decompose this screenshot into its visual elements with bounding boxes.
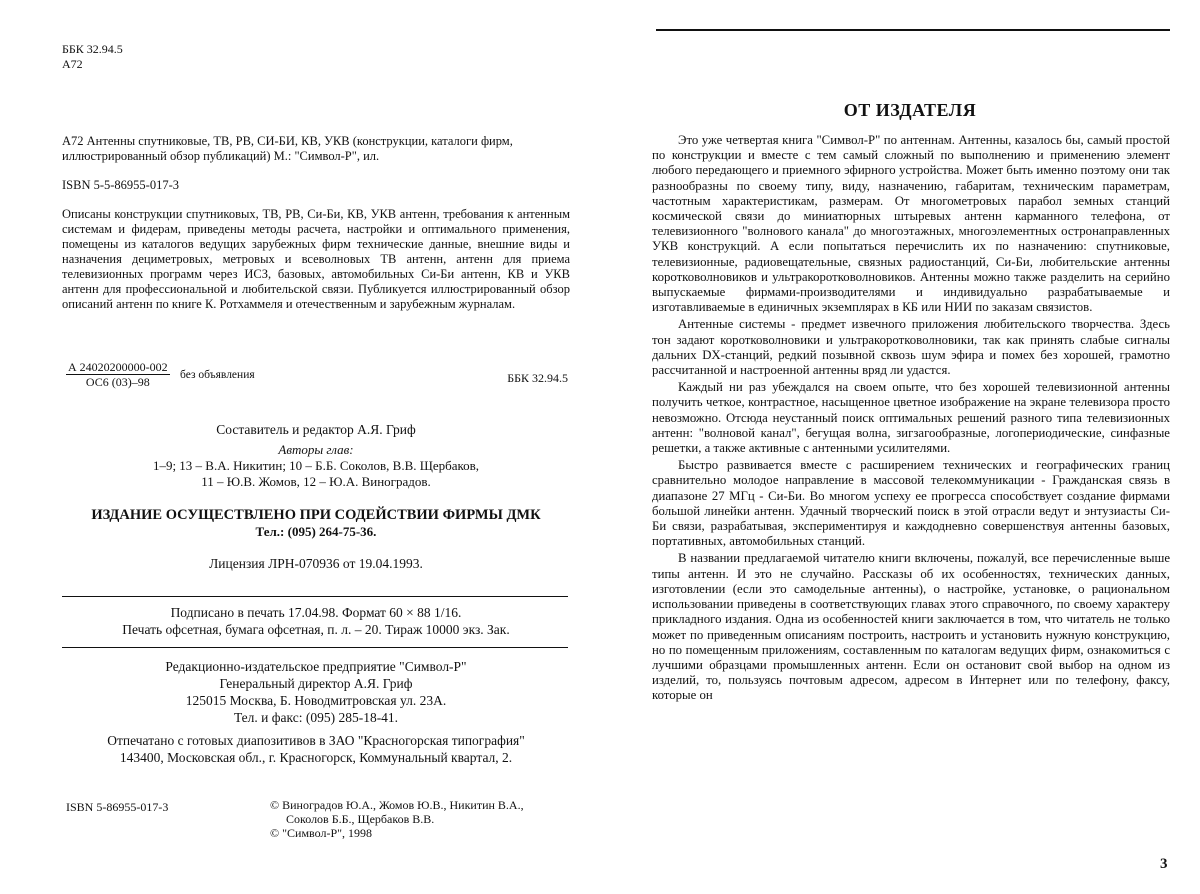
isbn-line: ISBN 5-5-86955-017-3 (62, 178, 180, 192)
page-title: ОТ ИЗДАТЕЛЯ (843, 100, 977, 120)
print-line-2: Печать офсетная, бумага офсетная, п. л. – 20. Тираж 10000 экз. Зак. (122, 622, 510, 637)
foreword-text (652, 133, 1170, 706)
classification-code (66, 360, 570, 400)
publisher-line-4: Тел. и факс: (095) 285-18-41. (233, 710, 399, 725)
printer-line-2: 143400, Московская обл., г. Красногорск, Коммунальный квартал, 2. (119, 750, 513, 765)
bbk-header (62, 42, 123, 72)
divider-bottom (62, 647, 568, 648)
copyright-line-2: Соколов Б.Б., Щербаков В.В. (286, 812, 435, 826)
copyright-line-1: © Виноградов Ю.А., Жомов Ю.В., Никитин В.А., (270, 798, 524, 812)
paragraph-3: Каждый ни раз убеждался на своем опыте, что без хорошей телевизионной антенны получить четкое, контрастное, насыщенное цветное изображение на экране телевизора просто невозможно. Отсюда неустанный поиск оптимальных решений разного типа телевизионных антенн: "волновой канал", бегущая волна, зигзагообразные, логопериодические, синфазные решетки, а также активные с антенными усилителями. (652, 380, 1170, 456)
authors-title: Авторы глав: (278, 442, 354, 457)
compiler-line: Составитель и редактор А.Я. Гриф (216, 422, 416, 437)
edition-note: ИЗДАНИЕ ОСУЩЕСТВЛЕНО ПРИ СОДЕЙСТВИИ ФИРМЫ ДМК (91, 507, 541, 523)
paragraph-2: Антенные системы - предмет извечного приложения любительского творчества. Здесь тон задают коротковолновики и ультракоротковолновики, так как принять слабые сигналы дальних DX-станций, редкий позывной сквозь шум эфира и помех без хорошей, грамотно рассчитанной и настроенной антенны вряд ли удастся. (652, 317, 1170, 378)
publisher-line-3: 125015 Москва, Б. Новодмитровская ул. 23А. (185, 693, 447, 708)
copyright-line-3: © "Символ-Р", 1998 (270, 826, 373, 840)
code-fraction (66, 360, 170, 389)
publisher-line-1: Редакционно-издательское предприятие "Символ-Р" (165, 659, 467, 674)
license-line: Лицензия ЛРН-070936 от 19.04.1993. (209, 556, 423, 571)
print-info (62, 604, 570, 638)
paragraph-4: Быстро развивается вместе с расширением технических и географических границ сравнительно молодое направление в массовой телекоммуникации - Гражданская связь в диапазоне 27 МГц - Си-Би. Во многом успеху ее прогресса способствует создание фирмами большой линейки антенн. Удачный творческий поиск в этой отрасли ведут и энтузиасты Си-Би связи, разрабатывая, экспериментируя и каждодневно совершенствуя антенны базовых, портативных, автомобильных станций. (652, 458, 1170, 549)
bbk-code: ББК 32.94.5 (62, 42, 123, 56)
code-numerator: А 24020200000-002 (68, 360, 168, 374)
page-number: 3 (1160, 856, 1168, 872)
abstract: Описаны конструкции спутниковых, ТВ, РВ, Си-Би, КВ, УКВ антенн, требования к антенным системам и фидерам, приведены методы расчета, настройки и оптимального применения, помещены из каталогов ведущих зарубежных фирм технические данные, внешние виды и назначения дециметровых, метровых и всеволновых ТВ антенн, антенн для приема телевизионных программ через ИСЗ, базовых, автомобильных Си-Би антенн, КВ и УКВ антенн для профессиональной и любительской связи. Публикуется иллюстрированный обзор описаний антенн по книге К. Ротхаммеля и отечественным и зарубежным журналам. (62, 207, 570, 311)
catalog-record (62, 134, 570, 312)
no-advertising-note: без объявления (180, 369, 255, 381)
author-mark: А72 (62, 57, 83, 71)
authors-line-2: 11 – Ю.В. Жомов, 12 – Ю.А. Виноградов. (201, 474, 431, 489)
catalog-entry: А72 Антенны спутниковые, ТВ, РВ, СИ-БИ, КВ, УКВ (конструкции, каталоги фирм, иллюстрированный обзор публикаций) М.: "Символ-Р", ил. (62, 134, 513, 163)
credits (62, 422, 570, 572)
footer-isbn: ISBN 5-86955-017-3 (66, 800, 169, 814)
copyright-block (270, 798, 580, 840)
print-line-1: Подписано в печать 17.04.98. Формат 60 × 88 1/16. (170, 605, 462, 620)
bbk-code-right: ББК 32.94.5 (507, 371, 568, 385)
paragraph-1: Это уже четвертая книга "Символ-Р" по антеннам. Антенны, казалось бы, самый простой по конструкции и вместе с тем самый сложный по выполнению и применению элемент любого передающего и приемного эфирного устройства. Может быть именно поэтому они так разнообразны по своему типу, виду, назначению, габаритам, техническим параметрам, частотным характеристикам, размерам. От многометровых парабол земных станций космической связи до миниатюрных штыревых антенн карманного телефона, от телевизионного "волнового канала" до многоэтажных, многоэлементных остронаправленных УКВ конструкций. А если попытаться перечислить их по назначению: спутниковые, телевизионные, радиовещательные, связных радиостанций, Си-Би, любительские антенны коротковолновиков и ультракоротковолновиков. Антенны можно также разделить на серийно выпускаемые фирмами-производителями и индивидуально разрабатываемые и изготавливаемые в единичных экземплярах в КБ или НИИ по заказам связистов. (652, 133, 1170, 315)
paragraph-5: В названии предлагаемой читателю книги включены, пожалуй, все перечисленные выше типы антенн. И это не случайно. Рассказы об их особенностях, технических данных, изготовлении (если это самодельные антенны), о настройке, установке, о рациональном использовании приведены в соответствующих главах этого справочного, по своему характеру прикладного издания. Одна из особенностей книги заключается в том, что читатель не только может по приведенным описаниям построить, настроить и установить нужную конструкцию, но по помещенным приложениям, составленным по каталогам ведущих фирм, ознакомиться с лучшими образцами промышленных антенн. Если он остановит свой выбор на одном из изделий, то, пользуясь почтовым адресом, адресом в Интернет или по телефону, факсу, которые он (652, 551, 1170, 703)
printer-info (62, 732, 570, 766)
publisher-info (62, 658, 570, 726)
header-rule (656, 29, 1170, 31)
printer-line-1: Отпечатано с готовых диапозитивов в ЗАО "Красногорская типография" (107, 733, 525, 748)
phone-line: Тел.: (095) 264-75-36. (255, 524, 377, 539)
authors-line-1: 1–9; 13 – В.А. Никитин; 10 – Б.Б. Соколов, В.В. Щербаков, (152, 458, 480, 473)
divider-top (62, 596, 568, 597)
code-denominator: ОС6 (03)–98 (85, 375, 150, 389)
publisher-line-2: Генеральный директор А.Я. Гриф (219, 676, 413, 691)
